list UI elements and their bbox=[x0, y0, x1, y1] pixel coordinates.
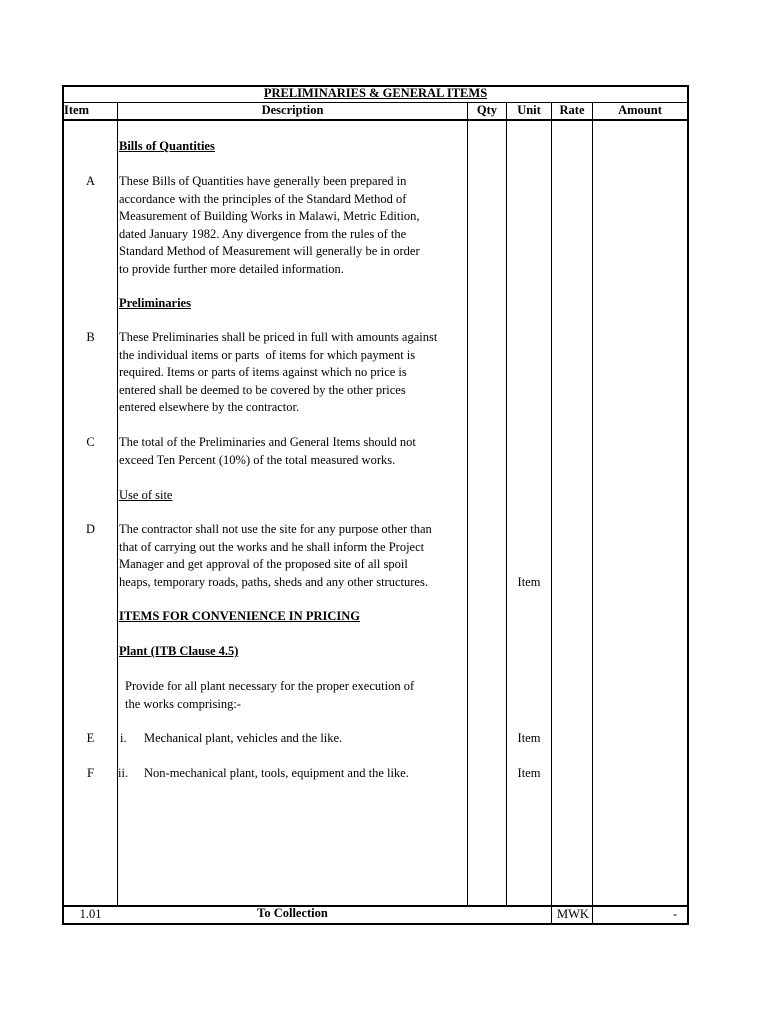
item-b-line: entered shall be deemed to be covered by the other prices bbox=[119, 382, 406, 397]
item-d-line: heaps, temporary roads, paths, sheds and any other structures. bbox=[119, 574, 428, 589]
item-e-unit: Item bbox=[517, 731, 541, 745]
footer-item-number: 1.01 bbox=[79, 907, 102, 921]
plant-intro-line: Provide for all plant necessary for the proper execution of bbox=[125, 679, 415, 693]
header-rate: Rate bbox=[559, 103, 585, 117]
table-bottom-border bbox=[62, 923, 689, 925]
item-c-line: The total of the Preliminaries and General Items should not bbox=[119, 435, 416, 449]
item-a-line: Measurement of Building Works in Malawi, Metric Edition, bbox=[119, 209, 420, 223]
item-e-numeral: i. bbox=[120, 731, 127, 745]
header-qty: Qty bbox=[476, 103, 498, 117]
section-heading-plant: Plant (ITB Clause 4.5) bbox=[119, 644, 239, 658]
item-a-line: to provide further more detailed information. bbox=[119, 261, 344, 276]
item-label-e: E bbox=[86, 731, 95, 745]
section-heading-use-of-site: Use of site bbox=[119, 488, 173, 502]
item-a-line: accordance with the principles of the Standard Method of bbox=[119, 191, 407, 206]
table-left-border bbox=[62, 85, 64, 925]
item-b-line: the individual items or parts of items for which payment is bbox=[119, 347, 416, 362]
item-label-c: C bbox=[86, 435, 95, 449]
col-divider-item bbox=[117, 102, 118, 906]
item-c-line: exceed Ten Percent (10%) of the total measured works. bbox=[119, 452, 396, 467]
item-e-text: Mechanical plant, vehicles and the like. bbox=[144, 731, 343, 745]
item-label-a: A bbox=[85, 174, 96, 188]
item-b-line: entered elsewhere by the contractor. bbox=[119, 400, 300, 414]
footer-to-collection: To Collection bbox=[257, 906, 328, 920]
section-heading-preliminaries: Preliminaries bbox=[119, 296, 191, 310]
item-d-line: The contractor shall not use the site for any purpose other than bbox=[119, 522, 432, 536]
col-divider-unit bbox=[551, 102, 552, 924]
table-right-border bbox=[687, 85, 689, 925]
footer-amount: - bbox=[673, 907, 678, 921]
col-divider-rate bbox=[592, 102, 593, 924]
col-divider-qty bbox=[506, 102, 507, 906]
item-b-line: required. Items or parts of items against which no price is bbox=[119, 365, 407, 379]
col-divider-description bbox=[467, 102, 468, 906]
header-description: Description bbox=[261, 103, 324, 117]
item-a-line: Standard Method of Measurement will generally be in order bbox=[119, 244, 420, 258]
item-label-b: B bbox=[86, 330, 95, 344]
item-d-line: that of carrying out the works and he shall inform the Project bbox=[119, 539, 425, 554]
item-label-f: F bbox=[87, 766, 94, 780]
header-item: Item bbox=[64, 103, 89, 117]
page-title: PRELIMINARIES & GENERAL ITEMS bbox=[263, 86, 488, 100]
item-f-unit: Item bbox=[517, 766, 541, 780]
item-d-line: Manager and get approval of the proposed site of all spoil bbox=[119, 557, 408, 571]
item-b-line: These Preliminaries shall be priced in full with amounts against bbox=[119, 330, 438, 344]
item-f-text: Non-mechanical plant, tools, equipment and the like. bbox=[144, 766, 409, 780]
header-amount: Amount bbox=[618, 103, 662, 117]
item-f-numeral: ii. bbox=[118, 766, 129, 780]
item-a-line: These Bills of Quantities have generally been prepared in bbox=[119, 174, 407, 188]
item-d-unit: Item bbox=[517, 575, 541, 589]
item-label-d: D bbox=[85, 522, 96, 536]
footer-currency: MWK bbox=[557, 907, 589, 921]
plant-intro-line: the works comprising:- bbox=[125, 696, 241, 711]
section-heading-bills-of-quantities: Bills of Quantities bbox=[119, 139, 215, 153]
header-unit: Unit bbox=[517, 103, 541, 117]
header-bottom-border bbox=[62, 119, 689, 121]
item-a-line: dated January 1982. Any divergence from the rules of the bbox=[119, 226, 407, 241]
section-heading-convenience: ITEMS FOR CONVENIENCE IN PRICING bbox=[119, 609, 360, 623]
